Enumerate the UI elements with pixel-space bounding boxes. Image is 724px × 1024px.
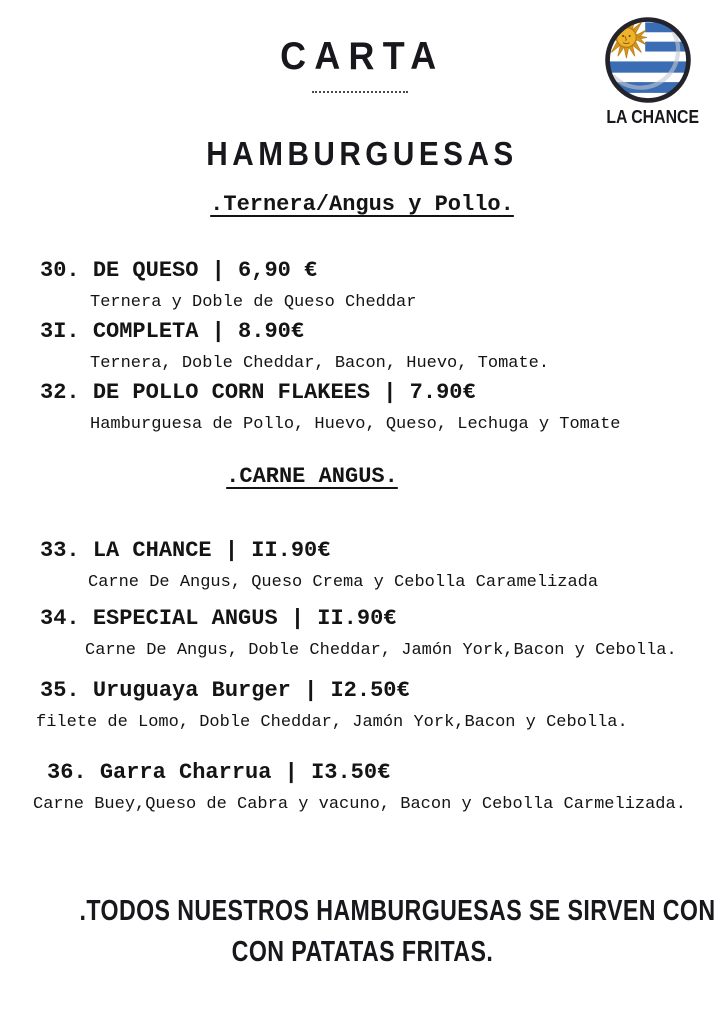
menu-item-description: filete de Lomo, Doble Cheddar, Jamón York,Bacon y Cebolla. [36,713,628,732]
brand-logo [600,13,700,128]
item-price: 8.90€ [238,319,305,344]
price-separator: | [290,606,305,631]
item-number: 30. [40,258,80,283]
menu-item-title [40,758,724,788]
item-price: I2.50€ [330,678,410,703]
section-heading-carne-angus: .CARNE ANGUS. [226,464,398,489]
menu-item [40,536,724,594]
menu-item-title [40,378,724,408]
menu-item [36,676,724,734]
brand-name: LA CHANCE [606,107,700,127]
menu-item-description: Carne Buey,Queso de Cabra y vacuno, Bacon y Cebolla Carmelizada. [33,795,686,814]
menu-item-title [40,604,724,634]
menu-section-ternera [40,256,724,436]
item-name: ESPECIAL ANGUS [92,606,278,631]
footer-note [0,891,724,973]
menu-item-title [40,256,724,286]
menu-item [33,758,724,816]
item-number: 32. [40,380,80,405]
menu-item-description: Ternera, Doble Cheddar, Bacon, Huevo, Tomate. [90,354,550,373]
item-number: 33. [40,538,80,563]
item-price: I3.50€ [311,760,391,785]
menu-item-description: Hamburguesa de Pollo, Huevo, Queso, Lechuga y Tomate [90,415,621,434]
item-price: 6,90 € [238,258,318,283]
menu-item-title [40,536,724,566]
item-price: II.90€ [317,606,397,631]
menu-item-title [40,676,724,706]
item-price: 7.90€ [409,380,476,405]
price-separator: | [211,258,225,283]
menu-item-description: Carne De Angus, Queso Crema y Cebolla Caramelizada [88,573,599,592]
page-title: CARTA [279,35,445,78]
item-name: LA CHANCE [92,538,212,563]
footer-line-2: CON PATATAS FRITAS. [231,936,493,968]
item-name: Garra Charrua [99,760,272,785]
price-separator: | [224,538,239,563]
menu-section-carne-angus [33,536,724,816]
footer-line-1: .TODOS NUESTROS HAMBURGUESAS SE SIRVEN CON [79,895,716,927]
title-divider [312,91,408,93]
price-separator: | [383,380,397,405]
menu-item-description: Ternera y Doble de Queso Cheddar [90,293,417,312]
menu-item [40,256,724,314]
uruguay-flag-icon [601,13,695,107]
item-name: DE POLLO CORN FLAKEES [92,380,371,405]
item-number: 3I. [40,319,80,344]
item-number: 34. [40,606,80,631]
price-separator: | [211,319,225,344]
price-separator: | [304,678,318,703]
menu-item [40,317,724,375]
item-name: DE QUESO [92,258,199,283]
menu-item-description: Carne De Angus, Doble Cheddar, Jamón York,Bacon y Cebolla. [85,641,677,660]
item-name: Uruguaya Burger [92,678,291,703]
menu-heading: HAMBURGUESAS [206,135,518,172]
price-separator: | [284,760,298,785]
item-number: 36. [47,760,87,785]
item-price: II.90€ [251,538,331,563]
item-name: COMPLETA [92,319,199,344]
menu-item [40,604,724,662]
menu-subheading: .Ternera/Angus y Pollo. [210,192,514,217]
item-number: 35. [40,678,80,703]
menu-item [40,378,724,436]
menu-item-title [40,317,724,347]
